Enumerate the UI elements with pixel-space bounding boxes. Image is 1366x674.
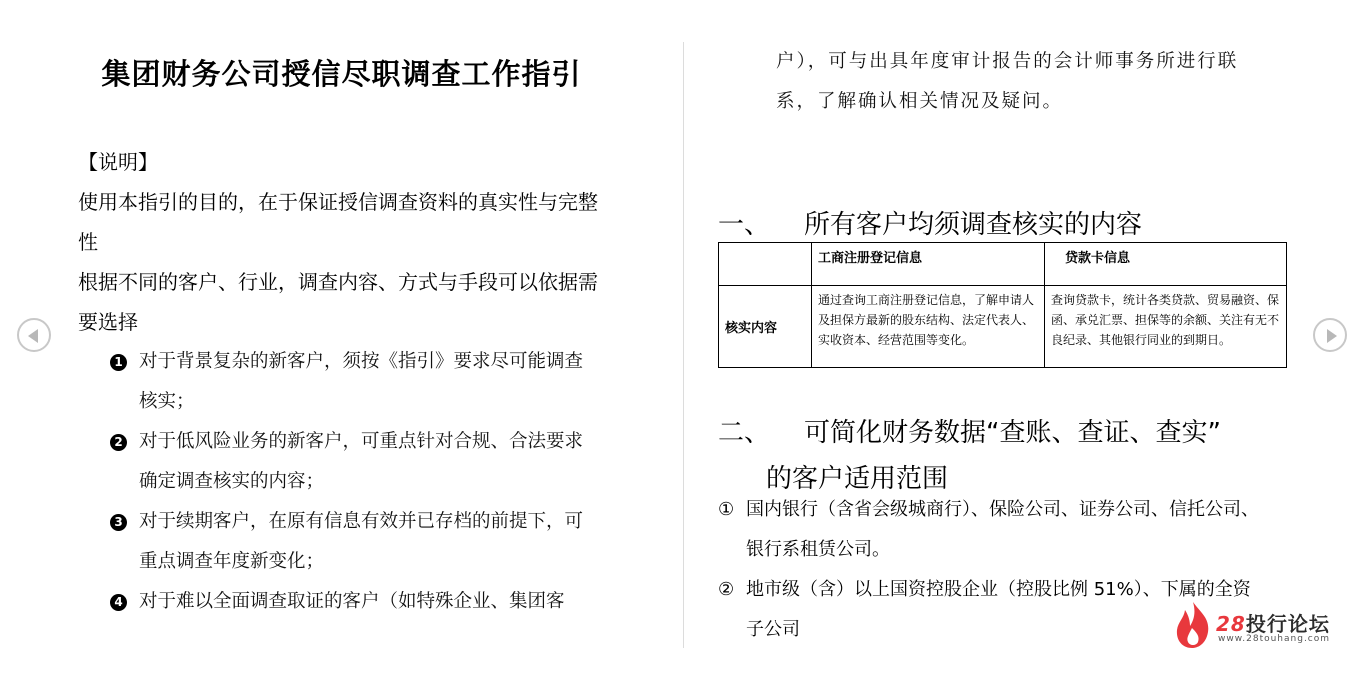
purpose-paragraph — [78, 182, 656, 262]
section-1-number: 一、 — [718, 210, 771, 240]
list-item-line-1: 对于续期客户，在原有信息有效并已存档的前提下，可 — [139, 511, 584, 532]
continued-line-1: 户），可与出具年度审计报告的会计师事务所进行联 — [776, 51, 1239, 72]
scope-item-line-1: 地市级（含）以上国资控股企业（控股比例 51%）、下属的全资 — [746, 579, 1251, 600]
list-item-line-2: 确定调查核实的内容； — [139, 471, 325, 492]
list-item-line-1: 对于背景复杂的新客户，须按《指引》要求尽可能调查 — [139, 351, 584, 372]
explanation-heading: 【说明】 — [78, 150, 158, 174]
section-1-title: 所有客户均须调查核实的内容 — [804, 210, 1143, 240]
purpose-line-1: 使用本指引的目的，在于保证授信调查资料的真实性与完整 — [78, 190, 598, 214]
section-2-title-line-1: 可简化财务数据“查账、查证、查实” — [804, 418, 1221, 448]
chevron-left-icon — [28, 329, 38, 343]
verification-table — [718, 242, 1287, 368]
table-row — [719, 286, 1287, 368]
list-item-line-1: 对于难以全面调查取证的客户（如特殊企业、集团客 — [139, 591, 565, 612]
table-cell-loan-card-content: 查询贷款卡，统计各类贷款、贸易融资、保函、承兑汇票、担保等的余额、关注有无不良纪录、其他银行同业的到期日。 — [1045, 286, 1287, 368]
list-item-line-2: 核实； — [139, 391, 195, 412]
table-row-label: 核实内容 — [719, 286, 812, 368]
watermark-brand-text: 投行论坛 — [1245, 612, 1330, 636]
selection-line-2: 要选择 — [78, 310, 138, 334]
section-1-heading — [718, 204, 1142, 241]
watermark-brand — [1216, 608, 1330, 637]
section-2-number: 二、 — [718, 418, 771, 448]
site-watermark — [1172, 600, 1352, 650]
chevron-right-icon — [1327, 329, 1337, 343]
table-header-empty — [719, 243, 812, 286]
table-header-loan-card: 贷款卡信息 — [1045, 243, 1287, 286]
scope-item-line-2: 银行系租赁公司。 — [746, 539, 890, 560]
bullet-2-icon: 2 — [110, 434, 127, 451]
watermark-url: www.28touhang.com — [1218, 634, 1331, 644]
list-item — [110, 422, 655, 502]
table-header-row — [719, 243, 1287, 286]
scope-item-line-2: 子公司 — [746, 619, 800, 640]
purpose-line-2: 性 — [78, 230, 98, 254]
circled-number-2-icon: ② — [718, 579, 735, 600]
continued-line-2: 系，了解确认相关情况及疑问。 — [776, 91, 1064, 112]
previous-page-button[interactable] — [17, 318, 51, 352]
list-item-line-1: 对于低风险业务的新客户，可重点针对合规、合法要求 — [139, 431, 584, 452]
next-page-button[interactable] — [1313, 318, 1347, 352]
list-item — [110, 582, 655, 622]
list-item — [110, 342, 655, 422]
list-item — [110, 502, 655, 582]
right-page — [684, 0, 1366, 674]
list-item — [718, 490, 1298, 570]
table-header-business-registration: 工商注册登记信息 — [812, 243, 1045, 286]
page-title: 集团财务公司授信尽职调查工作指引 — [101, 57, 582, 91]
bullet-4-icon: 4 — [110, 594, 127, 611]
section-2-title-line-2: 的客户适用范围 — [766, 464, 949, 494]
bullet-1-icon: 1 — [110, 354, 127, 371]
bullet-3-icon: 3 — [110, 514, 127, 531]
scope-item-line-1: 国内银行（含省会级城商行）、保险公司、证券公司、信托公司、 — [746, 499, 1259, 520]
table-cell-registration-content: 通过查询工商注册登记信息，了解申请人及担保方最新的股东结构、法定代表人、实收资本、经营范围等变化。 — [812, 286, 1045, 368]
flame-logo-icon — [1172, 600, 1214, 650]
continued-paragraph — [776, 42, 1296, 122]
list-item-line-2: 重点调查年度新变化； — [139, 551, 325, 572]
section-2-heading — [718, 410, 1221, 502]
selection-paragraph — [78, 262, 656, 342]
selection-line-1: 根据不同的客户、行业，调查内容、方式与手段可以依据需 — [78, 270, 598, 294]
circled-number-1-icon: ① — [718, 499, 735, 520]
watermark-brand-number: 28 — [1216, 612, 1246, 636]
